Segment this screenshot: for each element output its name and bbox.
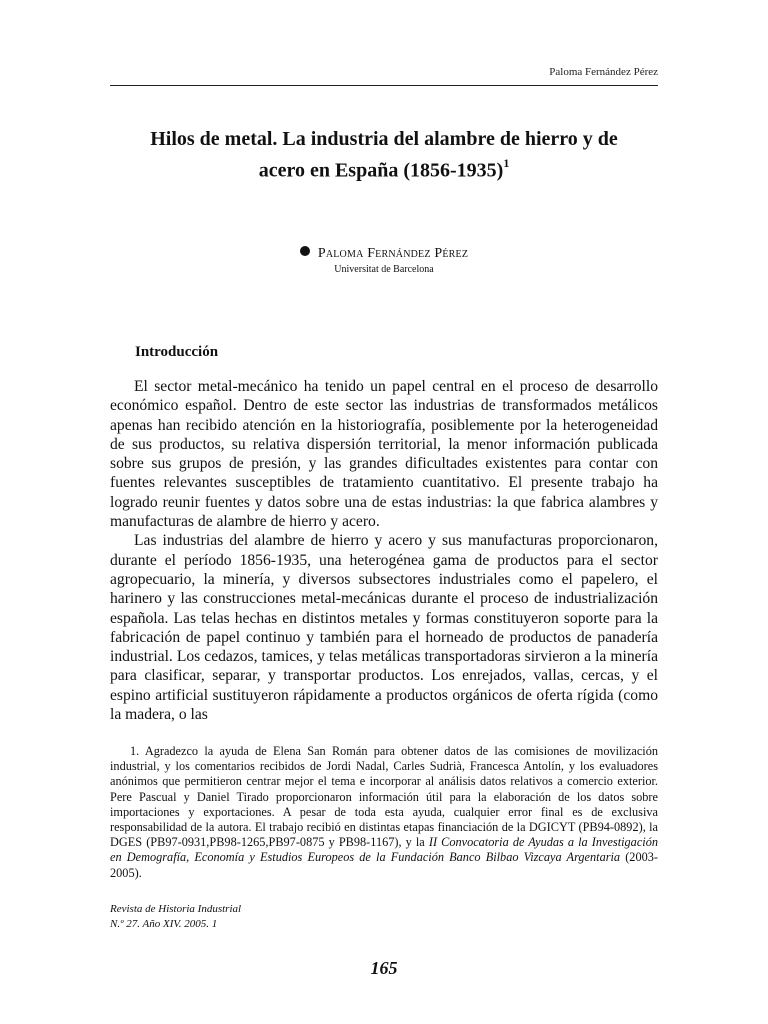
title-line-1: Hilos de metal. La industria del alambre de hierro y de [150,128,618,150]
title-footnote-mark[interactable]: 1 [503,156,510,170]
body-text [110,377,658,724]
running-head: Paloma Fernández Pérez [549,66,658,78]
journal-name: Revista de Historia Industrial [110,903,242,915]
title-line-2-text: acero en España (1856-1935) [258,159,504,182]
title-line-2 [90,152,678,184]
article-title [90,126,678,184]
footnote-paragraph [110,744,658,881]
footnote-number: 1. [130,744,140,758]
footnote-italic: II Convocatoria de Ayudas a la Investigación en Demografía, Economía y Estudios Europeos de la Fundación Banco Bilbao Vizcaya Argentaria [110,835,659,865]
journal-issue: N.º 27. Año XIV. 2005. 1 [110,918,218,930]
author-line [110,246,658,262]
bullet-icon [300,246,310,256]
author-name: Paloma Fernández Pérez [317,246,469,261]
journal-citation [110,902,241,932]
page-number: 165 [370,958,398,978]
footnote-text-a: Agradezco la ayuda de Elena San Román para obtener datos de las comisiones de movilización industrial, y los comentarios recibidos de Jordi Nadal, Carles Sudrià, Francesca Antolín, y los evaluadores anónimos que permitieron centrar mejor el tema e incorporar al análisis datos relativos a comercio exterior. Pere Pascual y Daniel Tirado proporcionaron información útil para la elaboración de los datos sobre importaciones y exportaciones. A pesar de toda esta ayuda, cualquier error final es de exclusiva responsabilidad de la autora. El trabajo recibió en distintas etapas financiación de la DGICYT (PB94-0892), la DGES (PB97-0931,PB98-1265,PB97-0875 y PB98-1167), y la [110,744,658,850]
author-affiliation: Universitat de Barcelona [334,264,434,275]
footnote-text-b: (2003-2005). [110,850,658,880]
paragraph-1: El sector metal-mecánico ha tenido un papel central en el proceso de desarrollo económico español. Dentro de este sector las industrias de transformados metálicos apenas han recibido atención en la historiografía, posiblemente por la heterogeneidad de sus productos, su relativa dispersión territorial, la menor información publicada sobre sus grupos de presión, y las grandes dificultades existentes para contar con fuentes relevantes susceptibles de tratamiento cuantitativo. El presente trabajo ha logrado reunir fuentes y datos sobre una de estas industrias: la que fabrica alambres y manufacturas de alambre de hierro y acero. [110,378,658,531]
header-rule [110,85,658,86]
footnote [110,744,658,881]
paragraph-2: Las industrias del alambre de hierro y acero y sus manufacturas proporcionaron, durante el período 1856-1935, una heterogénea gama de productos para el sector agropecuario, la minería, y diversos subsectores industriales como el papelero, el harinero y las construcciones metal-mecánicas durante el proceso de industrialización española. Las telas hechas en distintos metales y formas constituyeron soporte para la fabricación de papel continuo y también para el horneado de productos de panadería industrial. Los cedazos, tamices, y telas metálicas transportadoras sirvieron a la minería para clasificar, separar, y transportar productos. Los enrejados, vallas, cercas, y el espino artificial sustituyeron rápidamente a productos orgánicos de oferta rígida (como la madera, o las [110,532,658,724]
section-heading: Introducción [135,344,219,360]
